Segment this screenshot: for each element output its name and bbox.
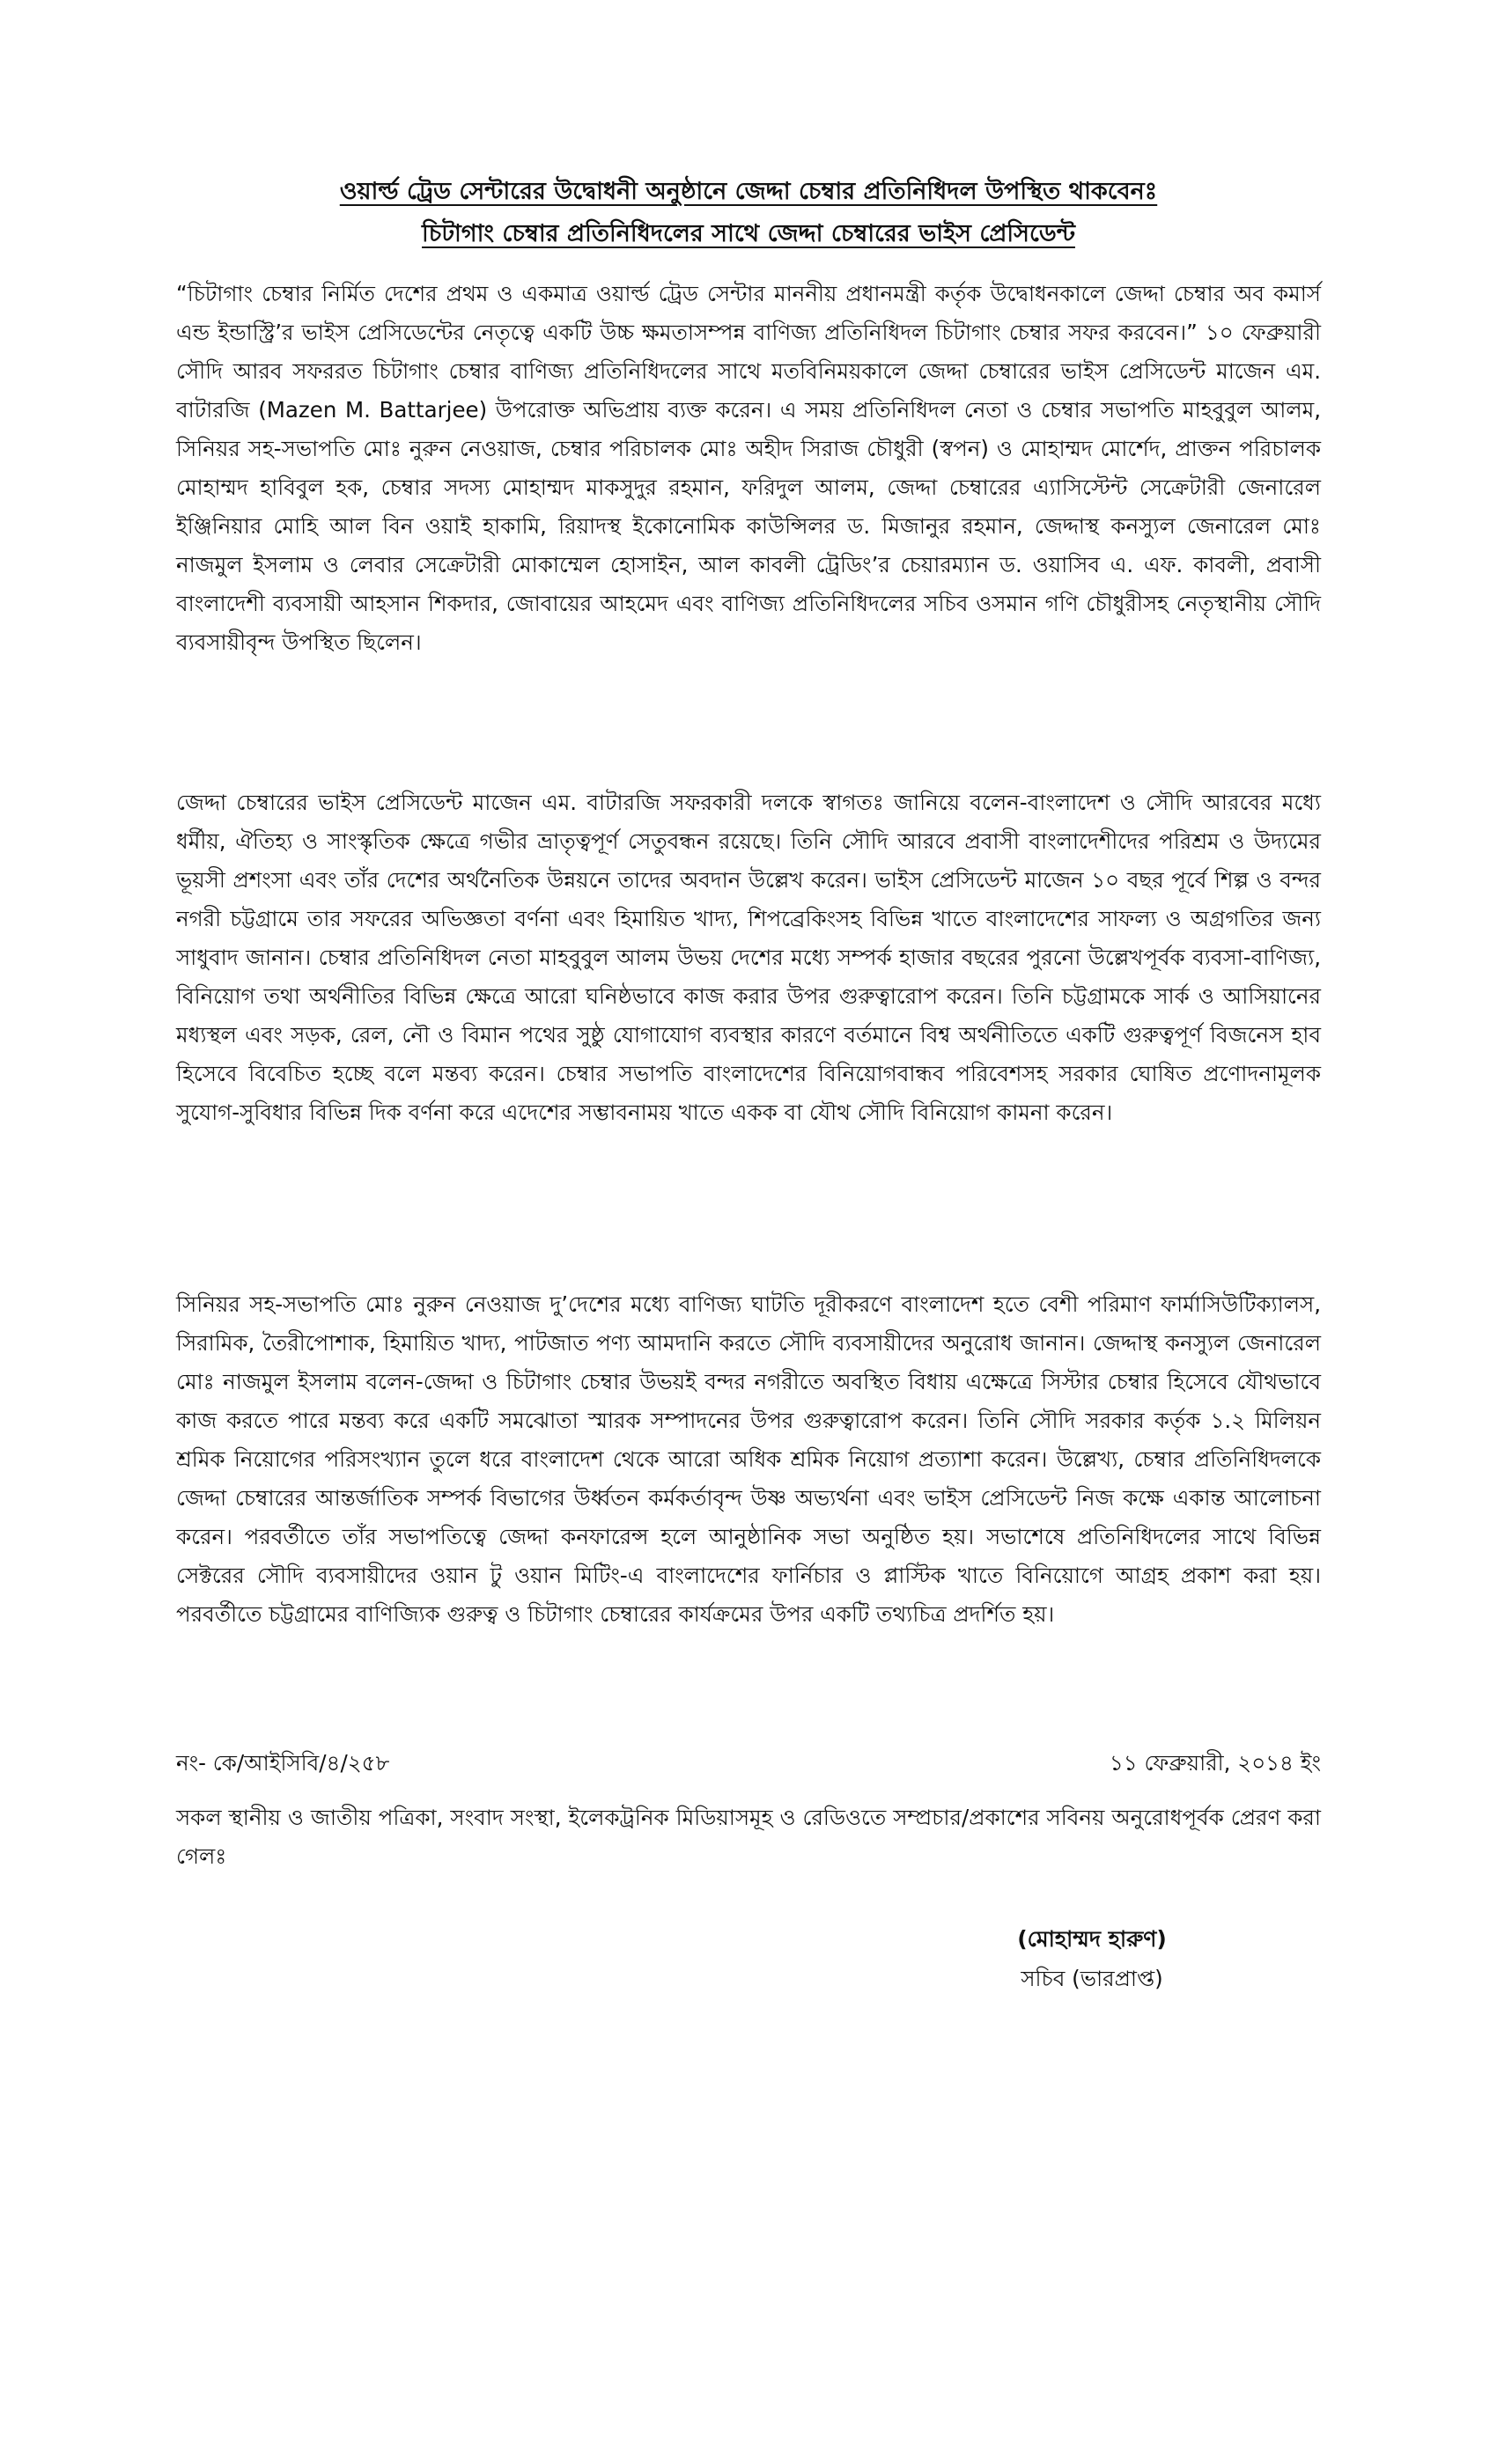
headline-line-2: চিটাগাং চেম্বার প্রতিনিধিদলের সাথে জেদ্দা চেম্বারের ভাইস প্রেসিডেন্ট (422, 220, 1075, 247)
memo-date: ১১ ফেব্রুয়ারী, ২০১৪ ইং (1109, 1750, 1321, 1776)
paragraph-text: জেদ্দা চেম্বারের ভাইস প্রেসিডেন্ট মাজেন এম. বাটারজি সফরকারী দলকে স্বাগতঃ জানিয়ে বলেন-বাংলাদেশ ও সৌদি আরবের মধ্যে ধর্মীয়, ঐতিহ্য ও সাংস্কৃতিক ক্ষেত্রে গভীর ভ্রাতৃত্বপূর্ণ সেতুবন্ধন রয়েছে। তিনি সৌদি আরবে প্রবাসী বাংলাদেশীদের পরিশ্রম ও উদ্যমের ভূয়সী প্রশংসা এবং তাঁর দেশের অর্থনৈতিক উন্নয়নে তাদের অবদান উল্লেখ করেন। ভাইস প্রেসিডেন্ট মাজেন ১০ বছর পূর্বে শিল্প ও বন্দর নগরী চট্টগ্রামে তার সফরের অভিজ্ঞতা বর্ণনা এবং হিমায়িত খাদ্য, শিপব্রেকিংসহ বিভিন্ন খাতে বাংলাদেশের সাফল্য ও অগ্রগতির জন্য সাধুবাদ জানান। চেম্বার প্রতিনিধিদল নেতা মাহবুবুল আলম উভয় দেশের মধ্যে সম্পর্ক হাজার বছরের পুরনো উল্লেখপূর্বক ব্যবসা-বাণিজ্য, বিনিয়োগ তথা অর্থনীতির বিভিন্ন ক্ষেত্রে আরো ঘনিষ্ঠভাবে কাজ করার উপর গুরুত্বারোপ করেন। তিনি চট্টগ্রামকে সার্ক ও আসিয়ানের মধ্যস্থল এবং সড়ক, রেল, নৌ ও বিমান পথের সুষ্ঠু যোগাযোগ ব্যবস্থার কারণে বর্তমানে বিশ্ব অর্থনীতিতে একটি গুরুত্বপূর্ণ বিজনেস হাব হিসেবে বিবেচিত হচ্ছে বলে মন্তব্য করেন। চেম্বার সভাপতি বাংলাদেশের বিনিয়োগবান্ধব পরিবেশসহ সরকার ঘোষিত প্রণোদনামূলক সুযোগ-সুবিধার বিভিন্ন দিক বর্ণনা করে এদেশের সম্ভাবনাময় খাতে একক বা যৌথ সৌদি বিনিয়োগ কামনা করেন। (176, 790, 1321, 1125)
body-paragraph-1 (176, 275, 1321, 662)
body-paragraph-2 (176, 783, 1321, 1132)
memo-number: নং- কে/আইসিবি/৪/২৫৮ (176, 1750, 390, 1776)
body-paragraph-3 (176, 1285, 1321, 1634)
distribution-note: সকল স্থানীয় ও জাতীয় পত্রিকা, সংবাদ সংস্থা, ইলেকট্রনিক মিডিয়াসমূহ ও রেডিওতে সম্প্রচার/প্রকাশের সবিনয় অনুরোধপূর্বক প্রেরণ করা গেলঃ (176, 1805, 1321, 1869)
paragraph-text: “চিটাগাং চেম্বার নির্মিত দেশের প্রথম ও একমাত্র ওয়ার্ল্ড ট্রেড সেন্টার মাননীয় প্রধানমন্ত্রী কর্তৃক উদ্বোধনকালে জেদ্দা চেম্বার অব কমার্স এন্ড ইন্ডাস্ট্রি’র ভাইস প্রেসিডেন্টের নেতৃত্বে একটি উচ্চ ক্ষমতাসম্পন্ন বাণিজ্য প্রতিনিধিদল চিটাগাং চেম্বার সফর করবেন।” ১০ ফেব্রুয়ারী সৌদি আরব সফররত চিটাগাং চেম্বার বাণিজ্য প্রতিনিধিদলের সাথে মতবিনিময়কালে জেদ্দা চেম্বারের ভাইস প্রেসিডেন্ট মাজেন এম. বাটারজি (Mazen M. Battarjee) উপরোক্ত অভিপ্রায় ব্যক্ত করেন। এ সময় প্রতিনিধিদল নেতা ও চেম্বার সভাপতি মাহবুবুল আলম, সিনিয়র সহ-সভাপতি মোঃ নুরুন নেওয়াজ, চেম্বার পরিচালক মোঃ অহীদ সিরাজ চৌধুরী (স্বপন) ও মোহাম্মদ মোর্শেদ, প্রাক্তন পরিচালক মোহাম্মদ হাবিবুল হক, চেম্বার সদস্য মোহাম্মদ মাকসুদুর রহমান, ফরিদুল আলম, জেদ্দা চেম্বারের এ্যাসিস্টেন্ট সেক্রেটারী জেনারেল ইঞ্জিনিয়ার মোহি আল বিন ওয়াই হাকামি, রিয়াদস্থ ইকোনোমিক কাউন্সিলর ড. মিজানুর রহমান, জেদ্দাস্থ কনস্যুল জেনারেল মোঃ নাজমুল ইসলাম ও লেবার সেক্রেটারী মোকাম্মেল হোসাইন, আল কাবলী ট্রেডিং’র চেয়ারম্যান ড. ওয়াসিব এ. এফ. কাবলী, প্রবাসী বাংলাদেশী ব্যবসায়ী আহসান শিকদার, জোবায়ের আহমেদ এবং বাণিজ্য প্রতিনিধিদলের সচিব ওসমান গণি চৌধুরীসহ নেতৃস্থানীয় সৌদি ব্যবসায়ীবৃন্দ উপস্থিত ছিলেন। (176, 281, 1321, 655)
signatory-name: (মোহাম্মদ হারুণ) (1017, 1926, 1167, 1952)
headline-line-1: ওয়ার্ল্ড ট্রেড সেন্টারের উদ্বোধনী অনুষ্ঠানে জেদ্দা চেম্বার প্রতিনিধিদল উপস্থিত থাকবেনঃ (339, 178, 1158, 205)
signatory-title: সচিব (ভারপ্রাপ্ত) (1021, 1966, 1163, 1991)
paragraph-text: সিনিয়র সহ-সভাপতি মোঃ নুরুন নেওয়াজ দু’দেশের মধ্যে বাণিজ্য ঘাটতি দূরীকরণে বাংলাদেশ হতে বেশী পরিমাণ ফার্মাসিউটিক্যালস, সিরামিক, তৈরীপোশাক, হিমায়িত খাদ্য, পাটজাত পণ্য আমদানি করতে সৌদি ব্যবসায়ীদের অনুরোধ জানান। জেদ্দাস্থ কনস্যুল জেনারেল মোঃ নাজমুল ইসলাম বলেন-জেদ্দা ও চিটাগাং চেম্বার উভয়ই বন্দর নগরীতে অবস্থিত বিধায় এক্ষেত্রে সিস্টার চেম্বার হিসেবে যৌথভাবে কাজ করতে পারে মন্তব্য করে একটি সমঝোতা স্মারক সম্পাদনের উপর গুরুত্বারোপ করেন। তিনি সৌদি সরকার কর্তৃক ১.২ মিলিয়ন শ্রমিক নিয়োগের পরিসংখ্যান তুলে ধরে বাংলাদেশ থেকে আরো অধিক শ্রমিক নিয়োগ প্রত্যাশা করেন। উল্লেখ্য, চেম্বার প্রতিনিধিদলকে জেদ্দা চেম্বারের আন্তর্জাতিক সম্পর্ক বিভাগের উর্ধ্বতন কর্মকর্তাবৃন্দ উষ্ণ অভ্যর্থনা এবং ভাইস প্রেসিডেন্ট নিজ কক্ষে একান্ত আলোচনা করেন। পরবর্তীতে তাঁর সভাপতিত্বে জেদ্দা কনফারেন্স হলে আনুষ্ঠানিক সভা অনুষ্ঠিত হয়। সভাশেষে প্রতিনিধিদলের সাথে বিভিন্ন সেক্টরের সৌদি ব্যবসায়ীদের ওয়ান টু ওয়ান মিটিং-এ বাংলাদেশের ফার্নিচার ও প্লাস্টিক খাতে বিনিয়োগে আগ্রহ প্রকাশ করা হয়। পরবর্তীতে চট্টগ্রামের বাণিজ্যিক গুরুত্ব ও চিটাগাং চেম্বারের কার্যক্রমের উপর একটি তথ্যচিত্র প্রদর্শিত হয়। (176, 1291, 1321, 1627)
